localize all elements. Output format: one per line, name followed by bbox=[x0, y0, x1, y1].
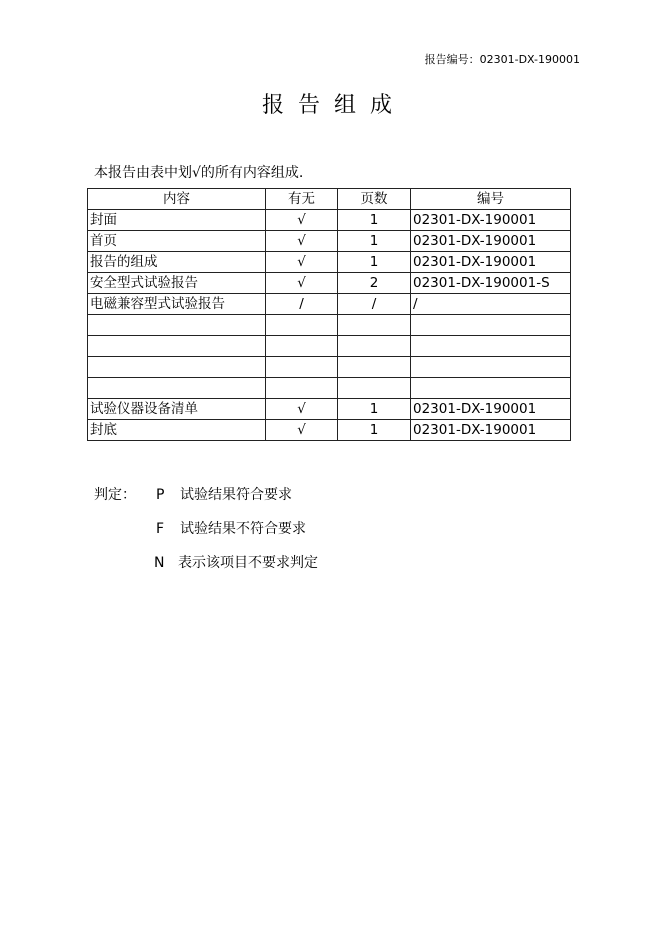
cell-content bbox=[88, 357, 266, 378]
cell-has: √ bbox=[266, 231, 338, 252]
table-row bbox=[88, 336, 571, 357]
header-content: 内容 bbox=[88, 189, 266, 210]
cell-has: √ bbox=[266, 420, 338, 441]
table-row bbox=[88, 210, 571, 231]
cell-content bbox=[88, 315, 266, 336]
cell-pages: 1 bbox=[338, 252, 411, 273]
header-pages: 页数 bbox=[338, 189, 411, 210]
cell-pages bbox=[338, 357, 411, 378]
cell-content: 封面 bbox=[88, 210, 266, 231]
cell-has: √ bbox=[266, 252, 338, 273]
cell-content: 试验仪器设备清单 bbox=[88, 399, 266, 420]
cell-code: 02301-DX-190001 bbox=[411, 231, 571, 252]
cell-pages bbox=[338, 378, 411, 399]
cell-content: 安全型式试验报告 bbox=[88, 273, 266, 294]
verdict-line-na bbox=[154, 552, 318, 572]
verdict-code: N bbox=[154, 555, 165, 571]
cell-code bbox=[411, 357, 571, 378]
verdict-text: 试验结果不符合要求 bbox=[180, 521, 306, 537]
cell-code bbox=[411, 336, 571, 357]
cell-content bbox=[88, 378, 266, 399]
cell-has: √ bbox=[266, 210, 338, 231]
cell-code bbox=[411, 378, 571, 399]
cell-content: 报告的组成 bbox=[88, 252, 266, 273]
cell-code: / bbox=[411, 294, 571, 315]
cell-has bbox=[266, 315, 338, 336]
contents-table bbox=[87, 188, 571, 441]
cell-content bbox=[88, 336, 266, 357]
cell-code bbox=[411, 315, 571, 336]
cell-pages: 1 bbox=[338, 210, 411, 231]
cell-has bbox=[266, 336, 338, 357]
table-row bbox=[88, 420, 571, 441]
cell-pages bbox=[338, 315, 411, 336]
table-row bbox=[88, 315, 571, 336]
cell-content: 封底 bbox=[88, 420, 266, 441]
page-title: 报告组成 bbox=[261, 93, 406, 118]
cell-code: 02301-DX-190001-S bbox=[411, 273, 571, 294]
header-code: 编号 bbox=[411, 189, 571, 210]
verdict-line-fail bbox=[156, 518, 306, 538]
verdict-code: F bbox=[156, 521, 165, 537]
report-number: 报告编号：02301-DX-190001 bbox=[424, 53, 580, 66]
table-row bbox=[88, 252, 571, 273]
table-row bbox=[88, 357, 571, 378]
header-has: 有无 bbox=[266, 189, 338, 210]
intro-text: 本报告由表中划√的所有内容组成. bbox=[94, 165, 304, 181]
cell-has: √ bbox=[266, 273, 338, 294]
cell-code: 02301-DX-190001 bbox=[411, 399, 571, 420]
cell-has bbox=[266, 357, 338, 378]
cell-content: 电磁兼容型式试验报告 bbox=[88, 294, 266, 315]
verdict-label: 判定： bbox=[94, 487, 136, 503]
verdict-text: 试验结果符合要求 bbox=[180, 487, 292, 503]
cell-code: 02301-DX-190001 bbox=[411, 210, 571, 231]
cell-content: 首页 bbox=[88, 231, 266, 252]
cell-pages bbox=[338, 336, 411, 357]
cell-pages: 1 bbox=[338, 231, 411, 252]
verdict-code: P bbox=[156, 487, 165, 503]
table-row bbox=[88, 399, 571, 420]
table-row bbox=[88, 294, 571, 315]
cell-pages: / bbox=[338, 294, 411, 315]
cell-code: 02301-DX-190001 bbox=[411, 252, 571, 273]
cell-has bbox=[266, 378, 338, 399]
cell-pages: 1 bbox=[338, 420, 411, 441]
verdict-text: 表示该项目不要求判定 bbox=[178, 555, 318, 571]
cell-code: 02301-DX-190001 bbox=[411, 420, 571, 441]
cell-has: √ bbox=[266, 399, 338, 420]
cell-pages: 1 bbox=[338, 399, 411, 420]
cell-pages: 2 bbox=[338, 273, 411, 294]
cell-has: / bbox=[266, 294, 338, 315]
verdict-line-pass bbox=[94, 484, 292, 504]
table-row bbox=[88, 231, 571, 252]
table-row bbox=[88, 378, 571, 399]
table-header-row bbox=[88, 189, 571, 210]
table-row bbox=[88, 273, 571, 294]
